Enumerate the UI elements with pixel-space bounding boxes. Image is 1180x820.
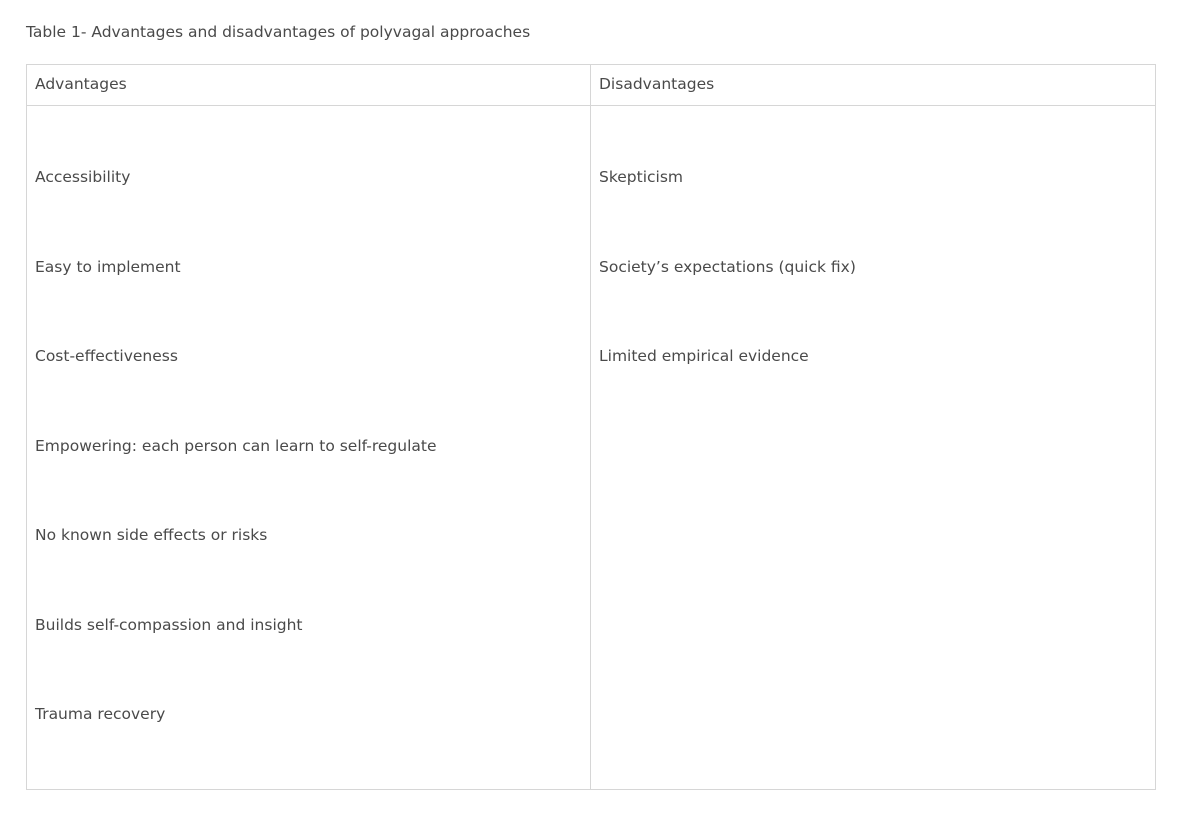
disadvantage-item: Skepticism — [599, 168, 684, 186]
advantage-item: Accessibility — [35, 168, 131, 186]
header-advantages: Advantages — [35, 75, 127, 93]
disadvantages-list — [599, 106, 1144, 436]
advantage-item: Cost-effectiveness — [35, 347, 178, 365]
comparison-table — [26, 64, 1156, 790]
table-caption: Table 1- Advantages and disadvantages of polyvagal approaches — [26, 23, 531, 41]
advantages-list — [35, 106, 580, 794]
disadvantage-item: Limited empirical evidence — [599, 347, 809, 365]
disadvantages-column — [599, 106, 1144, 436]
table-header-row — [27, 65, 1155, 106]
advantage-item: Empowering: each person can learn to self-regulate — [35, 436, 437, 455]
advantage-item: Builds self-compassion and insight — [35, 615, 303, 634]
advantage-item: Trauma recovery — [35, 705, 166, 723]
disadvantage-item: Society’s expectations (quick fix) — [599, 257, 856, 276]
column-divider — [590, 65, 591, 789]
advantages-column — [35, 106, 580, 794]
header-disadvantages: Disadvantages — [599, 75, 715, 93]
advantage-item: Easy to implement — [35, 257, 181, 276]
advantage-item: No known side effects or risks — [35, 526, 268, 544]
